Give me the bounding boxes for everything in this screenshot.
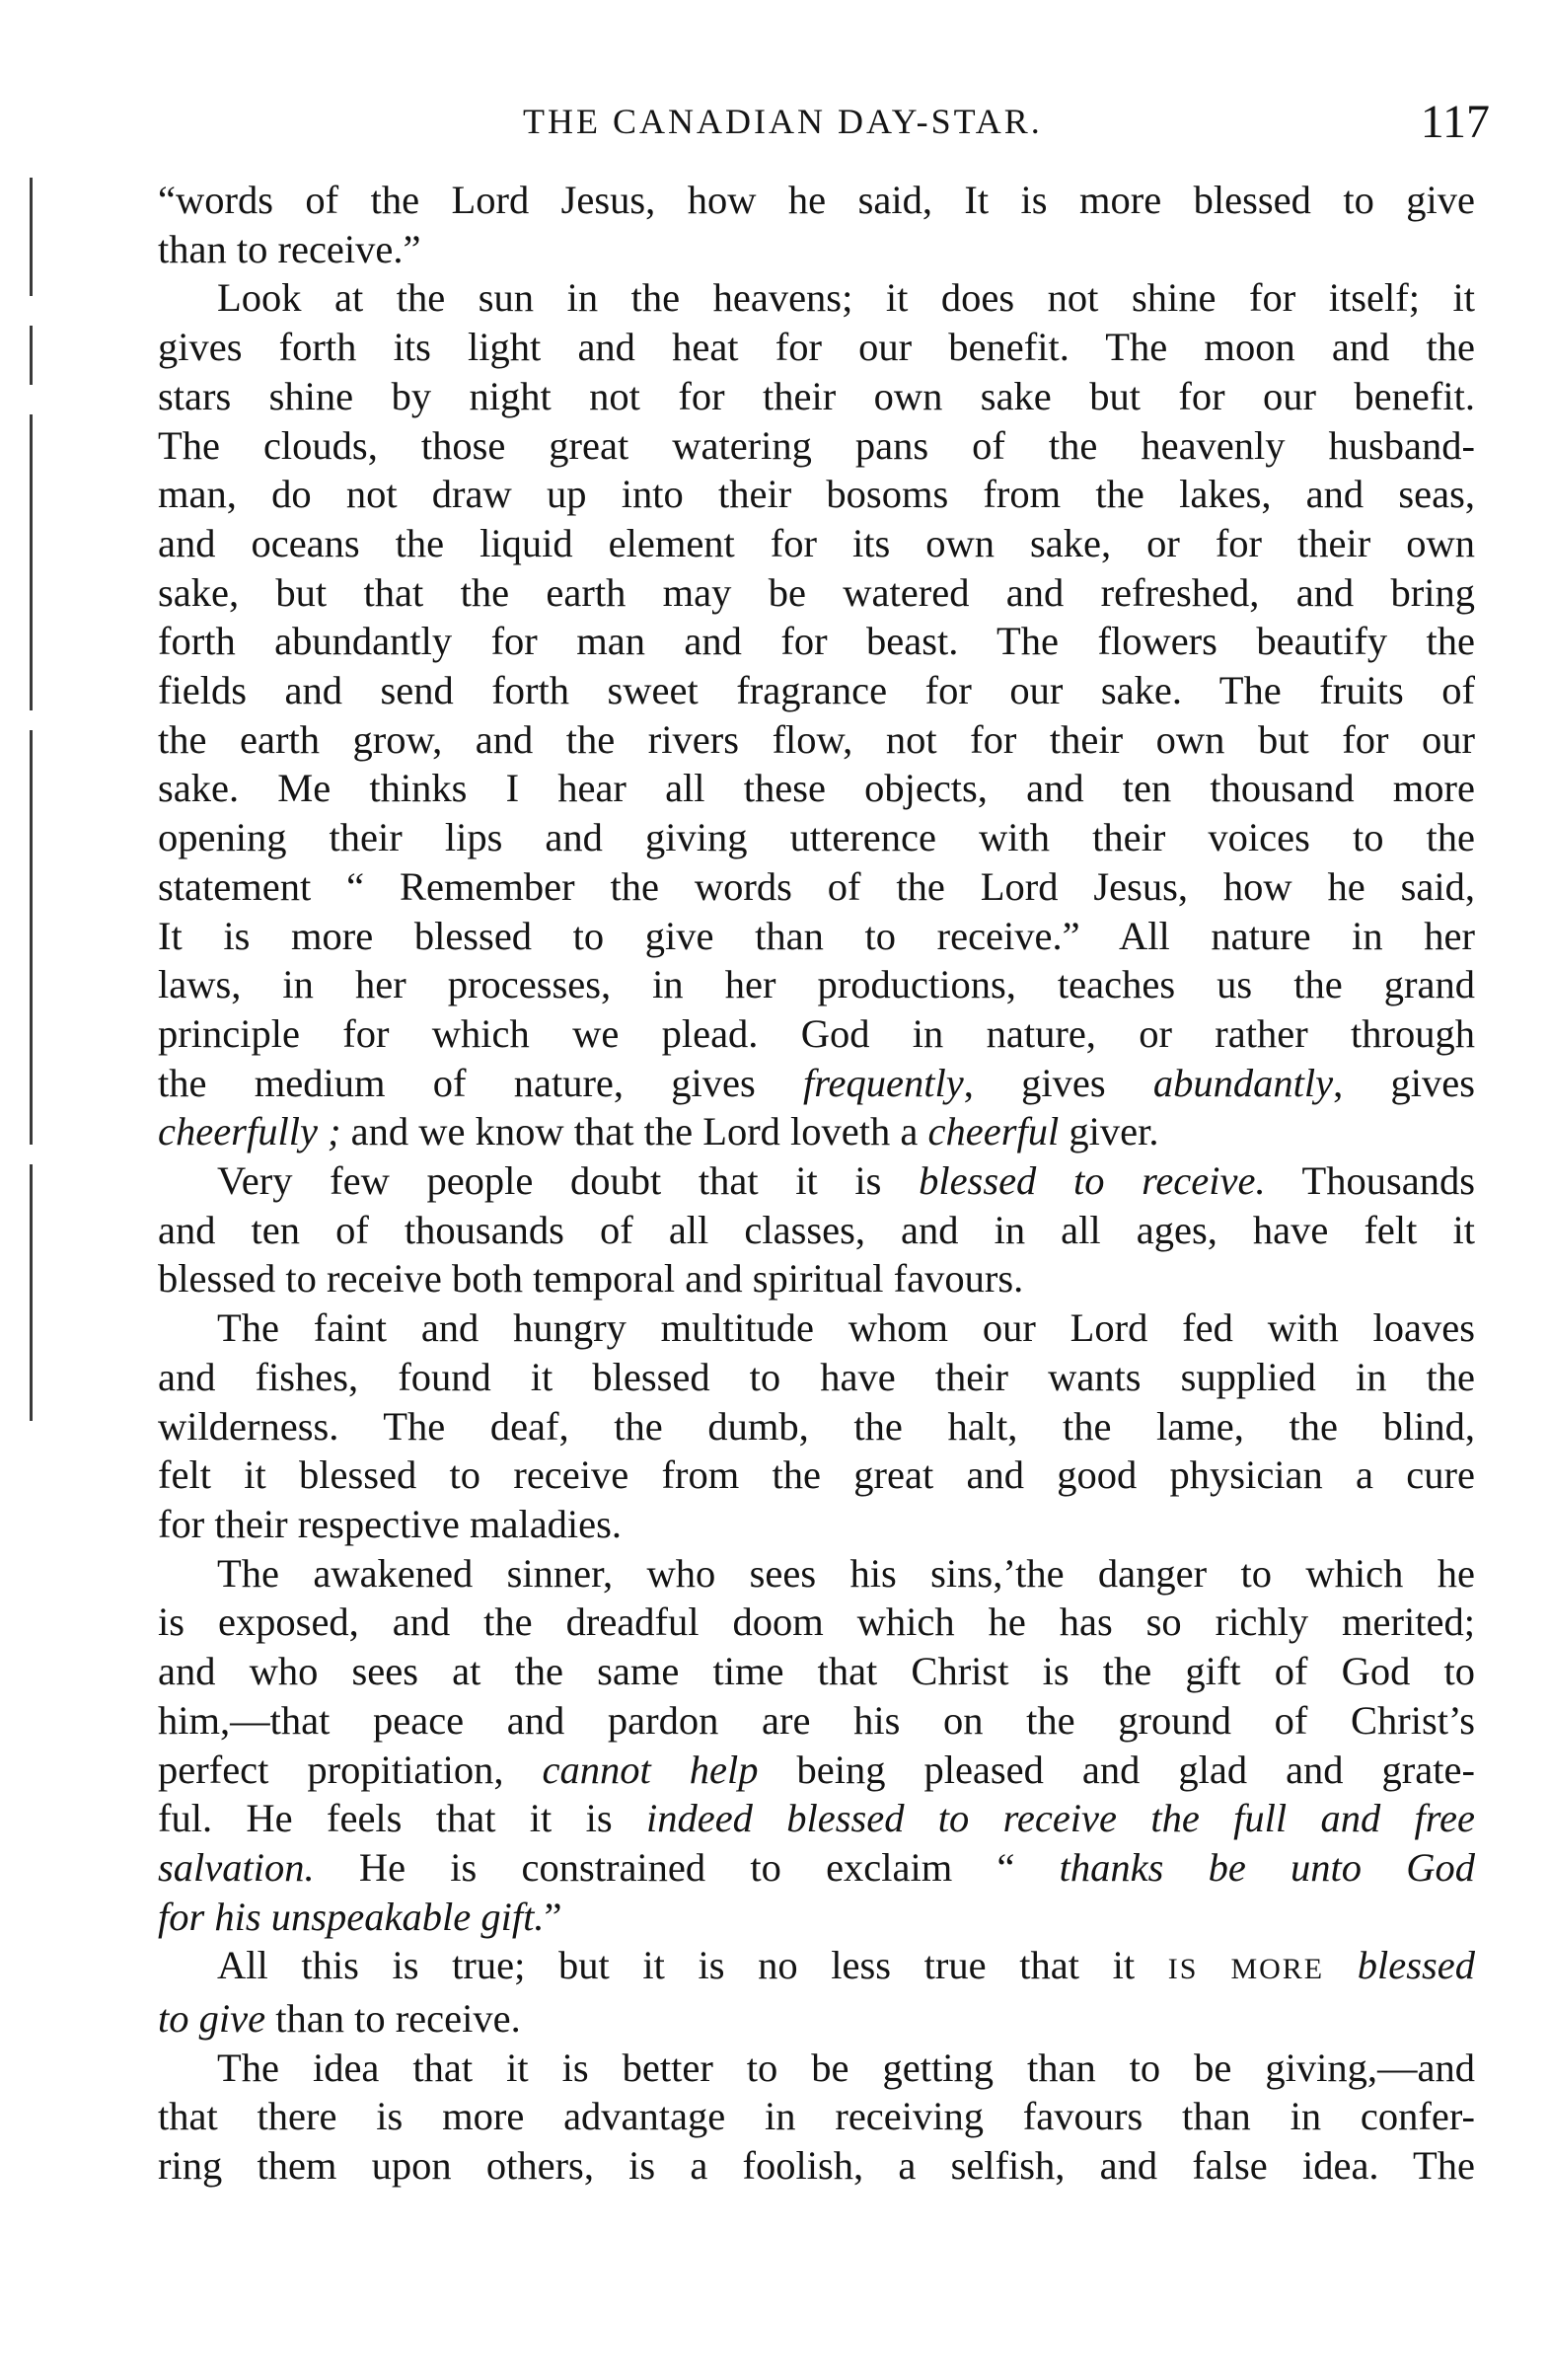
text-run: being pleased and glad and grate- [758, 1747, 1475, 1792]
margin-mark [30, 1164, 33, 1421]
text-line [158, 1994, 1475, 2044]
text-line: ring them upon others, is a foolish, a selfish, and false idea. The [158, 2143, 1475, 2189]
page-header [158, 95, 1490, 154]
margin-mark [30, 326, 33, 385]
text-line: blessed to receive both temporal and spiritual favours. [158, 1256, 1024, 1302]
text-line [158, 1156, 1475, 1206]
margin-mark [30, 414, 33, 710]
italic-run: cheerfully ; [158, 1109, 341, 1154]
text-line: and fishes, found it blessed to have their wants supplied in the [158, 1354, 1475, 1399]
text-line: laws, in her processes, in her productions, teaches us the grand [158, 962, 1475, 1007]
text-line: that there is more advantage in receiving favours than in confer- [158, 2094, 1475, 2139]
text-line: principle for which we plead. God in nature, or rather through [158, 1010, 1475, 1056]
margin-binding-marks [22, 178, 41, 1954]
text-line: gives forth its light and heat for our benefit. The moon and the [158, 325, 1475, 370]
text-run: He is constrained to exclaim “ [314, 1844, 1060, 1890]
text-line [158, 1893, 1475, 1942]
italic-run: indeed blessed to receive the full and free [645, 1796, 1475, 1841]
text-run: and we know that the Lord loveth a [340, 1109, 928, 1154]
text-line: him,—that peace and pardon are his on the ground of Christ’s [158, 1697, 1475, 1743]
text-line: is exposed, and the dreadful doom which he has so richly merited; [158, 1599, 1475, 1645]
margin-mark [30, 730, 33, 1145]
small-caps-run: IS MORE [1167, 1953, 1325, 1986]
text-line: The idea that it is better to be getting than to be giving,—and [217, 2045, 1475, 2090]
italic-run: blessed [1324, 1943, 1475, 1988]
text-run: Thousands [1265, 1158, 1475, 1204]
text-line: than to receive.” [158, 226, 421, 271]
italic-run: to give [158, 1996, 266, 2042]
italic-run: cannot help [542, 1747, 759, 1792]
text-line [158, 1107, 1475, 1156]
text-run: than to receive. [265, 1996, 521, 2042]
text-run: All this is true; but it is no less true that it [217, 1943, 1168, 1988]
text-line: opening their lips and giving utterence with their voices to the [158, 815, 1475, 860]
text-line: forth abundantly for man and for beast. The flowers beautify the [158, 619, 1475, 664]
italic-run: frequently [803, 1060, 964, 1105]
text-line: “words of the Lord Jesus, how he said, It is more blessed to give [158, 178, 1475, 222]
italic-run: thanks be unto God [1059, 1844, 1475, 1890]
text-line: It is more blessed to give than to receive.” All nature in her [158, 913, 1475, 958]
text-run: , gives [1333, 1060, 1475, 1105]
text-line: and who sees at the same time that Christ is the gift of God to [158, 1649, 1475, 1694]
italic-run: salvation. [158, 1844, 315, 1890]
running-title: THE CANADIAN DAY-STAR. [523, 102, 1043, 141]
italic-run: for his unspeakable gift. [158, 1894, 545, 1939]
margin-mark [30, 178, 33, 296]
text-run: , gives [963, 1060, 1153, 1105]
text-line: The awakened sinner, who sees his sins,’the danger to which he [217, 1550, 1475, 1596]
text-line: The faint and hungry multitude whom our Lord fed with loaves [217, 1305, 1475, 1351]
text-line: Look at the sun in the heavens; it does not shine for itself; it [217, 275, 1475, 321]
text-run: perfect propitiation, [158, 1747, 543, 1792]
text-line [158, 1843, 1475, 1893]
text-line [158, 1794, 1475, 1843]
text-line: and ten of thousands of all classes, and in all ages, have felt it [158, 1207, 1475, 1252]
text-line [158, 1941, 1475, 1994]
text-run: ” [544, 1894, 562, 1939]
text-line: man, do not draw up into their bosoms from the lakes, and seas, [158, 472, 1475, 517]
text-line: sake, but that the earth may be watered and refreshed, and bring [158, 569, 1475, 615]
text-line: sake. Me thinks I hear all these objects, and ten thousand more [158, 766, 1475, 811]
text-run: giver. [1059, 1109, 1159, 1154]
italic-run: abundantly [1152, 1060, 1334, 1105]
text-line: felt it blessed to receive from the great and good physician a cure [158, 1452, 1475, 1498]
text-run: the medium of nature, gives [158, 1060, 804, 1105]
text-run: Very few people doubt that it is [217, 1158, 920, 1204]
text-line: The clouds, those great watering pans of the heavenly husband- [158, 422, 1475, 468]
italic-run: cheerful [927, 1109, 1060, 1154]
text-line: statement “ Remember the words of the Lord Jesus, how he said, [158, 863, 1475, 909]
text-run: ful. He feels that it is [158, 1796, 646, 1841]
text-line [158, 1746, 1475, 1795]
text-line: and oceans the liquid element for its own sake, or for their own [158, 520, 1475, 565]
text-line: for their respective maladies. [158, 1501, 623, 1546]
body-text [158, 176, 1475, 2191]
text-line [158, 1059, 1475, 1108]
text-line: stars shine by night not for their own sake but for our benefit. [158, 373, 1475, 418]
text-line: fields and send forth sweet fragrance for our sake. The fruits of [158, 668, 1475, 713]
text-line: wilderness. The deaf, the dumb, the halt, the lame, the blind, [158, 1403, 1475, 1449]
text-line: the earth grow, and the rivers flow, not for their own but for our [158, 716, 1475, 762]
page-number: 117 [1420, 96, 1490, 148]
italic-run: blessed to receive. [919, 1158, 1266, 1204]
